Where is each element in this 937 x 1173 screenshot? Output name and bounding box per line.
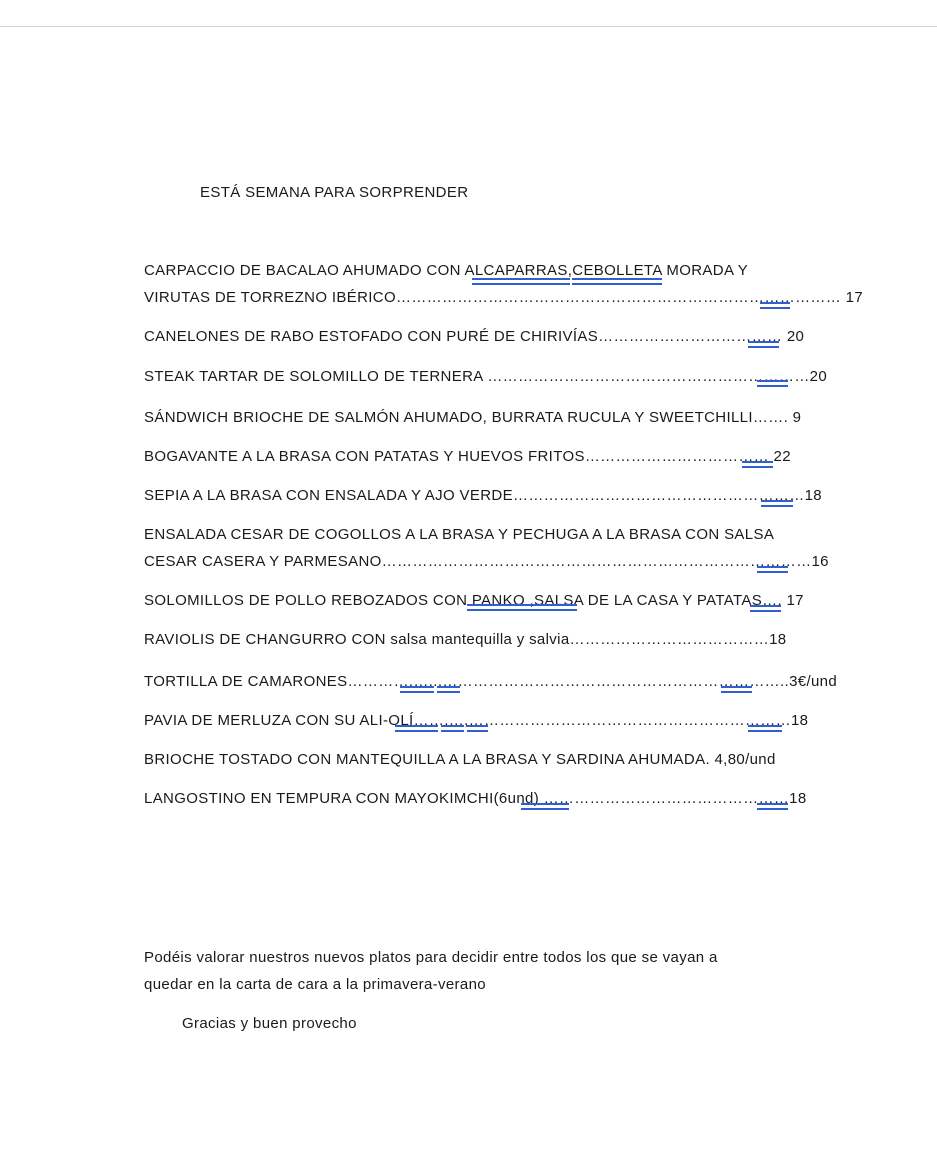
menu-item-carpaccio-line2: VIRUTAS DE TORREZNO IBÉRICO…………………………………………………………………………… 17 bbox=[144, 289, 864, 306]
page-top-border bbox=[0, 26, 937, 27]
proofing-mark[interactable] bbox=[467, 604, 577, 611]
closing-thanks: Gracias y buen provecho bbox=[182, 1015, 357, 1032]
menu-item-tortilla: TORTILLA DE CAMARONES………….…..,…………………………………………………………..3€/und bbox=[144, 673, 838, 690]
menu-title: ESTÁ SEMANA PARA SORPRENDER bbox=[200, 184, 469, 201]
menu-item-canelones: CANELONES DE RABO ESTOFADO CON PURÉ DE CHIRIVÍAS……………………………… 20 bbox=[144, 328, 805, 345]
proofing-mark[interactable] bbox=[467, 725, 488, 732]
menu-item-sepia: SEPIA A LA BRASA CON ENSALADA Y AJO VERDE…………………………………………………18 bbox=[144, 487, 823, 504]
menu-item-raviolis: RAVIOLIS DE CHANGURRO CON salsa mantequilla y salvia…………………………………18 bbox=[144, 631, 787, 648]
proofing-mark[interactable] bbox=[748, 725, 782, 732]
menu-item-solomillos: SOLOMILLOS DE POLLO REBOZADOS CON PANKO ,SALSA DE LA CASA Y PATATAS…. 17 bbox=[144, 592, 804, 609]
proofing-mark[interactable] bbox=[521, 803, 569, 810]
proofing-mark[interactable] bbox=[757, 566, 788, 573]
proofing-mark[interactable] bbox=[395, 725, 438, 732]
proofing-mark[interactable] bbox=[757, 380, 788, 387]
proofing-mark[interactable] bbox=[441, 725, 464, 732]
proofing-mark[interactable] bbox=[742, 461, 773, 468]
proofing-mark[interactable] bbox=[400, 686, 434, 693]
menu-item-pavia: PAVIA DE MERLUZA CON SU ALI-OLÍ……,…,………………………………………………………18 bbox=[144, 712, 809, 729]
menu-item-carpaccio-line1: CARPACCIO DE BACALAO AHUMADO CON ALCAPARRAS,CEBOLLETA MORADA Y bbox=[144, 262, 749, 279]
menu-item-ensalada-line1: ENSALADA CESAR DE COGOLLOS A LA BRASA Y PECHUGA A LA BRASA CON SALSA bbox=[144, 526, 775, 543]
closing-text-line2: quedar en la carta de cara a la primavera-verano bbox=[144, 976, 486, 993]
menu-item-ensalada-line2: CESAR CASERA Y PARMESANO…………………………………………………………………………16 bbox=[144, 553, 829, 570]
proofing-mark[interactable] bbox=[761, 500, 793, 507]
proofing-mark[interactable] bbox=[757, 803, 788, 810]
proofing-mark[interactable] bbox=[472, 278, 570, 285]
menu-item-langostino: LANGOSTINO EN TEMPURA CON MAYOKIMCHI(6und) …………………………………………18 bbox=[144, 790, 807, 807]
menu-item-sandwich: SÁNDWICH BRIOCHE DE SALMÓN AHUMADO, BURRATA RUCULA Y SWEETCHILLI……. 9 bbox=[144, 409, 802, 426]
proofing-mark[interactable] bbox=[748, 341, 779, 348]
menu-item-steak-tartar: STEAK TARTAR DE SOLOMILLO DE TERNERA ………………………………………………………20 bbox=[144, 368, 828, 385]
proofing-mark[interactable] bbox=[721, 686, 752, 693]
proofing-mark[interactable] bbox=[437, 686, 460, 693]
proofing-mark[interactable] bbox=[750, 605, 781, 612]
proofing-mark[interactable] bbox=[760, 302, 790, 309]
proofing-mark[interactable] bbox=[572, 278, 662, 285]
menu-item-bogavante: BOGAVANTE A LA BRASA CON PATATAS Y HUEVOS FRITOS……………………………… 22 bbox=[144, 448, 791, 465]
closing-text-line1: Podéis valorar nuestros nuevos platos para decidir entre todos los que se vayan a bbox=[144, 949, 718, 966]
menu-item-brioche: BRIOCHE TOSTADO CON MANTEQUILLA A LA BRASA Y SARDINA AHUMADA. 4,80/und bbox=[144, 751, 776, 768]
